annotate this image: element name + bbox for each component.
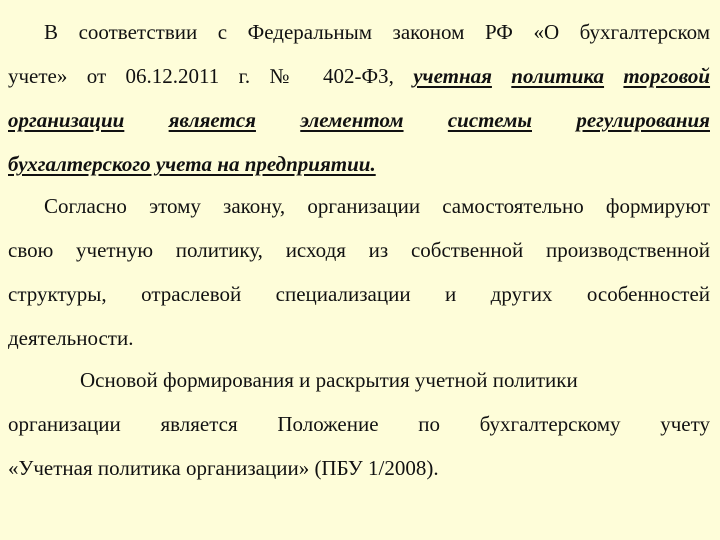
p1-emph-word: элементом xyxy=(300,108,404,132)
p2-line3: структуры, отраслевой специализации и других особенностей xyxy=(8,282,710,306)
p1-emph-word: является xyxy=(168,108,256,132)
p1-emph-word: учетная xyxy=(413,64,492,88)
p1-line2-text: учете» от 06.12.2011 г. № 402-ФЗ, xyxy=(8,64,394,88)
p1-line4 xyxy=(8,152,710,176)
p2-line4: деятельности. xyxy=(8,326,134,350)
p1-line3 xyxy=(8,108,710,132)
p1-emph-word: системы xyxy=(447,108,532,132)
p3-line1: Основой формирования и раскрытия учетной политики xyxy=(80,368,578,392)
p1-emph-word: торговой xyxy=(623,64,711,88)
p1-emph-line: бухгалтерского учета на предприятии. xyxy=(8,152,376,176)
p3-line2: организации является Положение по бухгалтерскому учету xyxy=(8,412,710,436)
p1-emph-word: политика xyxy=(511,64,605,88)
p1-emph-word: организации xyxy=(8,108,125,132)
p1-emph-word: регулирования xyxy=(576,108,710,132)
p1-line2 xyxy=(8,64,710,88)
p1-line1: В соответствии с Федеральным законом РФ «О бухгалтерском xyxy=(44,20,710,44)
p3-line3: «Учетная политика организации» (ПБУ 1/2008). xyxy=(8,456,439,480)
p2-line1: Согласно этому закону, организации самостоятельно формируют xyxy=(44,194,710,218)
p2-line2: свою учетную политику, исходя из собственной производственной xyxy=(8,238,710,262)
